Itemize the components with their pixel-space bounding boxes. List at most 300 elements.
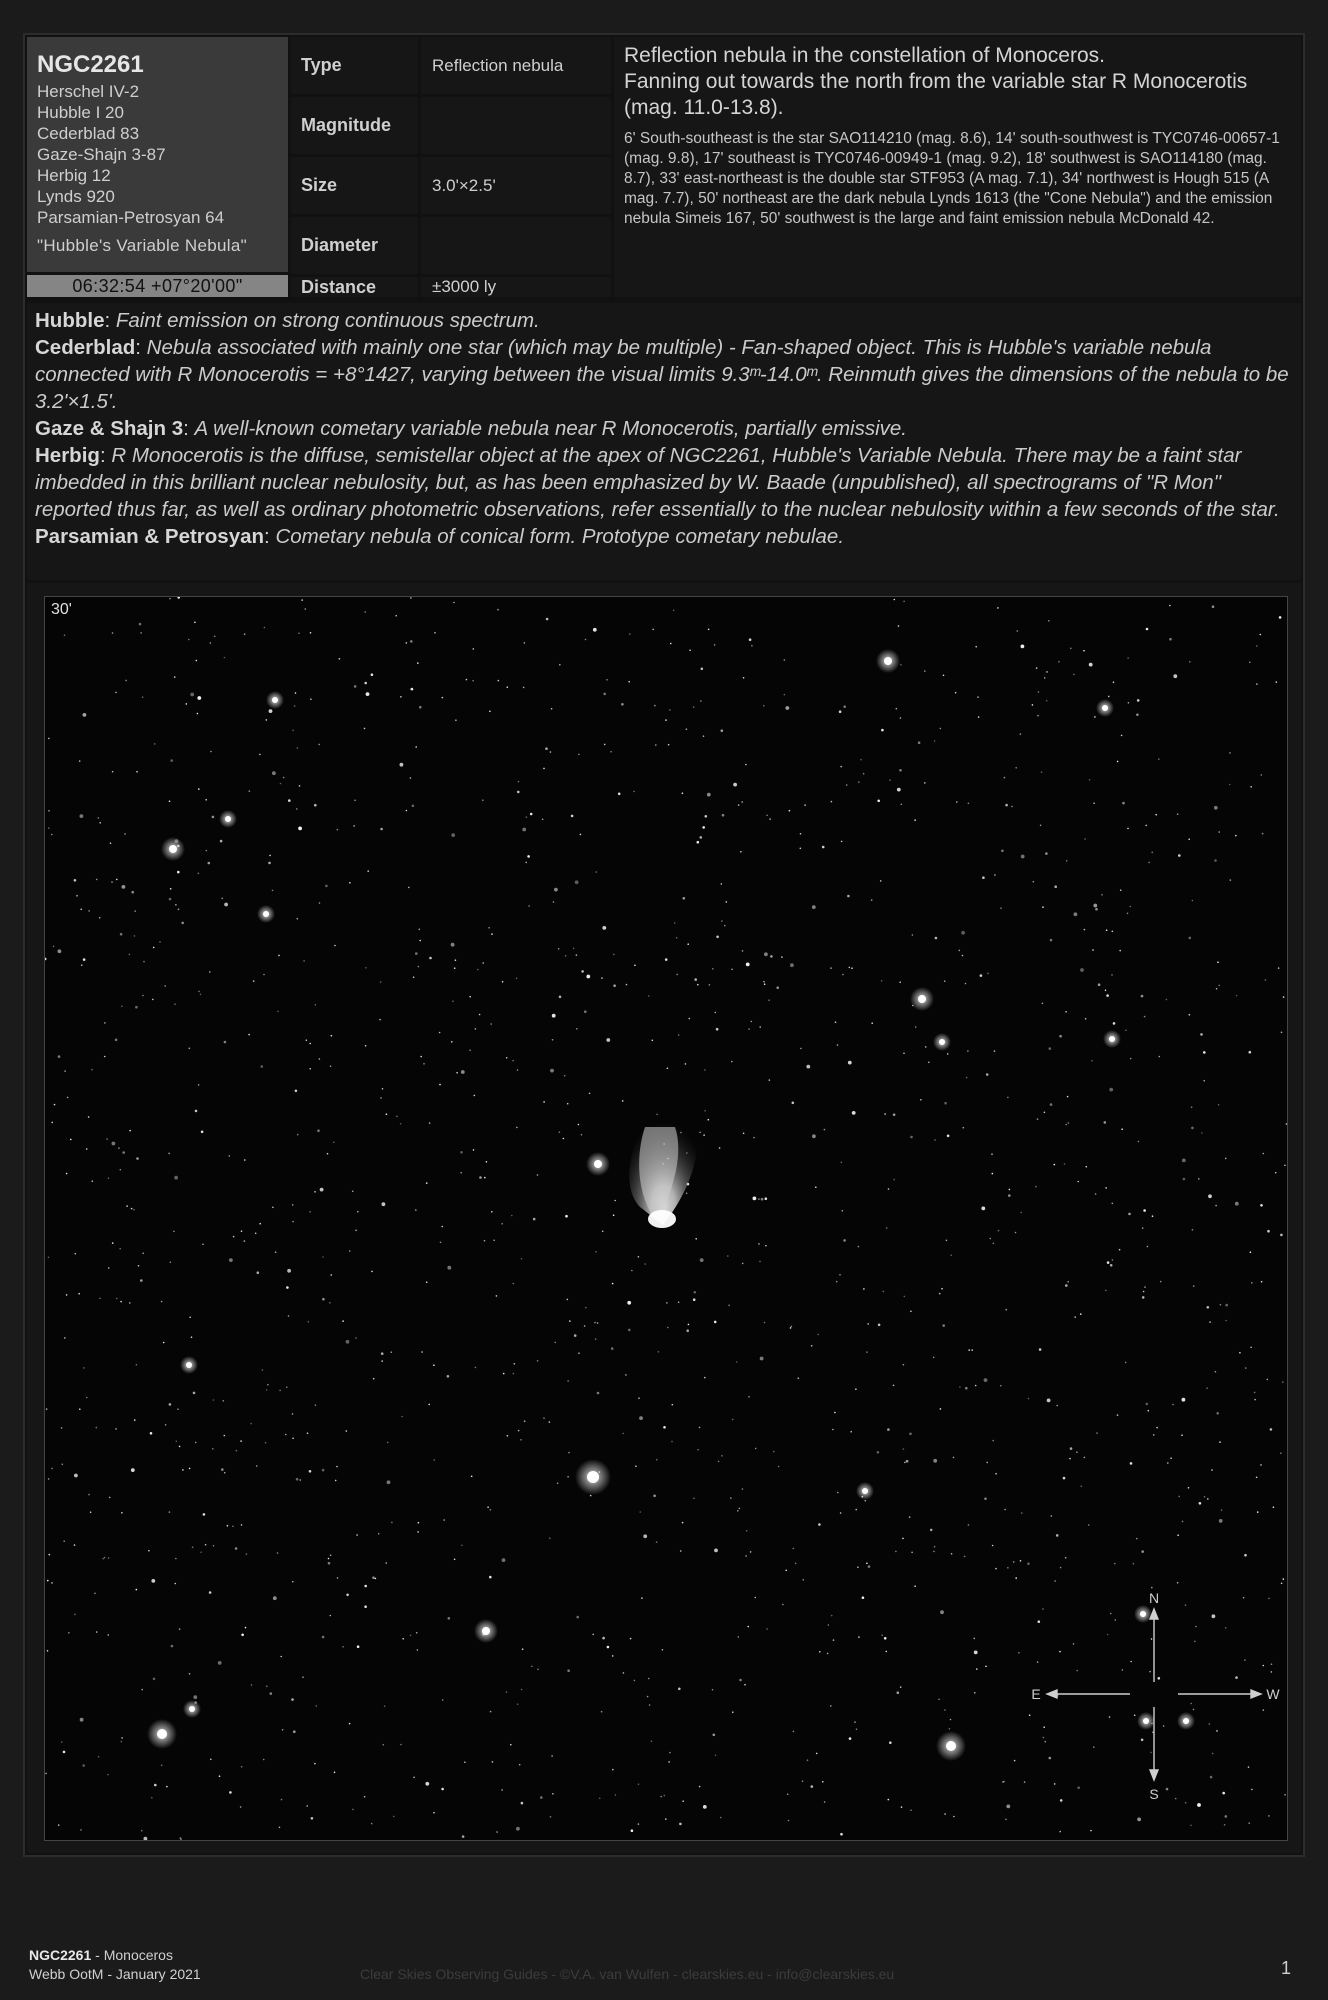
star <box>129 1130 131 1132</box>
star <box>330 1274 332 1276</box>
star <box>1192 900 1194 902</box>
star <box>484 1177 486 1179</box>
star <box>387 1480 391 1484</box>
star <box>45 958 47 961</box>
nebula <box>629 1104 697 1228</box>
star <box>1239 1352 1241 1354</box>
star <box>550 1069 554 1073</box>
bright-star <box>482 1627 490 1635</box>
star <box>1108 696 1110 698</box>
star <box>1101 894 1103 896</box>
star <box>510 1744 512 1746</box>
star <box>727 1255 729 1257</box>
star <box>1117 1414 1119 1416</box>
star <box>372 1576 375 1579</box>
star <box>366 692 370 696</box>
star <box>354 685 357 688</box>
star <box>531 1666 533 1668</box>
star <box>1119 1249 1121 1251</box>
star <box>293 1730 296 1733</box>
star <box>722 814 725 817</box>
star <box>193 1695 197 1699</box>
star <box>959 950 961 952</box>
star <box>981 1207 985 1211</box>
star <box>843 705 846 708</box>
star <box>451 833 455 837</box>
star <box>625 1374 627 1376</box>
star <box>1267 1379 1269 1381</box>
star <box>349 1723 351 1725</box>
star <box>68 1632 70 1634</box>
star <box>565 1215 568 1218</box>
property-row <box>291 217 611 274</box>
star <box>741 801 743 803</box>
star <box>552 1793 554 1795</box>
star <box>994 874 996 876</box>
star <box>887 1428 890 1431</box>
star <box>745 1555 747 1557</box>
bright-star <box>263 911 269 917</box>
star <box>670 643 672 645</box>
star <box>914 819 916 821</box>
star <box>1115 1619 1117 1621</box>
star <box>322 1636 325 1639</box>
star <box>129 954 131 956</box>
star <box>66 1294 68 1296</box>
star <box>934 1139 936 1141</box>
star <box>871 1022 873 1024</box>
star <box>1190 1825 1192 1827</box>
star <box>666 1302 668 1304</box>
star <box>335 1480 337 1482</box>
star <box>1278 967 1280 969</box>
star <box>1219 1519 1223 1523</box>
star <box>266 1685 268 1687</box>
star <box>1151 852 1153 854</box>
star <box>656 1541 658 1543</box>
star <box>486 1161 488 1163</box>
star <box>893 1179 895 1181</box>
star <box>297 1134 299 1136</box>
star <box>58 1055 61 1058</box>
star <box>447 1266 451 1270</box>
star <box>371 1271 373 1273</box>
star <box>697 1449 699 1451</box>
star <box>863 1288 865 1290</box>
star <box>941 1288 943 1290</box>
star <box>956 801 958 803</box>
star <box>910 1311 912 1313</box>
star <box>1216 988 1218 990</box>
star <box>1093 802 1095 804</box>
star <box>985 1666 987 1668</box>
star <box>142 696 144 698</box>
star <box>1015 1577 1017 1579</box>
star <box>537 1669 539 1671</box>
star <box>639 1511 641 1513</box>
star <box>328 1558 330 1560</box>
star <box>1151 1638 1153 1640</box>
star <box>778 1466 780 1468</box>
star <box>915 1026 917 1028</box>
star <box>441 1788 444 1791</box>
star <box>48 1257 50 1259</box>
property-label: Magnitude <box>291 97 418 154</box>
star <box>542 819 544 821</box>
star <box>1283 1578 1285 1580</box>
star <box>612 1769 614 1771</box>
star <box>1015 1232 1017 1234</box>
star <box>871 899 873 901</box>
star <box>934 1546 936 1548</box>
star <box>395 615 397 617</box>
star <box>567 1103 569 1105</box>
star <box>965 1387 968 1390</box>
star <box>1107 1634 1109 1636</box>
star <box>886 1227 888 1229</box>
property-row <box>291 277 611 297</box>
star <box>491 933 493 935</box>
star <box>268 862 271 865</box>
star <box>621 703 624 706</box>
star <box>1281 1583 1283 1585</box>
star <box>567 1476 569 1478</box>
star <box>1229 752 1231 754</box>
star <box>371 1823 373 1825</box>
star <box>151 1797 153 1799</box>
star <box>496 1831 498 1833</box>
star <box>944 980 946 982</box>
star <box>739 1508 741 1510</box>
star <box>1086 1166 1088 1168</box>
star <box>356 1534 358 1536</box>
star <box>1046 700 1048 702</box>
star <box>947 1053 949 1055</box>
star <box>1050 939 1053 942</box>
star <box>897 788 901 792</box>
star <box>378 1533 380 1535</box>
star <box>800 1048 802 1050</box>
star <box>355 1230 357 1232</box>
star <box>364 1796 366 1798</box>
star <box>1149 1671 1151 1673</box>
star <box>415 1209 417 1211</box>
star <box>501 1223 503 1225</box>
star <box>70 1139 72 1141</box>
bright-star <box>594 1160 602 1168</box>
star <box>1250 1251 1252 1253</box>
star <box>904 1296 906 1298</box>
star <box>699 1786 701 1788</box>
star <box>400 1744 402 1746</box>
star <box>471 1476 473 1478</box>
star <box>357 1645 360 1648</box>
star <box>411 688 414 691</box>
star <box>897 1691 900 1694</box>
star <box>451 1041 453 1043</box>
star <box>88 1116 90 1118</box>
star <box>224 657 226 659</box>
star <box>62 1464 64 1466</box>
star <box>613 954 615 956</box>
star <box>903 1364 905 1366</box>
star <box>104 1056 106 1058</box>
star <box>1203 1051 1206 1054</box>
star <box>51 1468 53 1470</box>
star <box>1090 1830 1092 1832</box>
star <box>292 1438 294 1440</box>
star <box>943 675 945 677</box>
star <box>433 1812 435 1814</box>
star <box>315 1004 317 1006</box>
star <box>296 1478 299 1481</box>
star <box>770 955 773 958</box>
star <box>834 1412 836 1414</box>
star <box>1112 931 1114 933</box>
star <box>1263 1665 1265 1667</box>
star <box>804 804 806 806</box>
star <box>549 1421 551 1423</box>
star <box>400 1123 402 1125</box>
star <box>1182 1521 1184 1523</box>
star <box>862 1596 865 1599</box>
star <box>272 1207 274 1209</box>
star <box>51 1122 53 1124</box>
star <box>408 887 410 889</box>
star <box>737 1510 739 1512</box>
note-text: A well-known cometary variable nebula near R Monocerotis, partially emissive. <box>194 417 908 440</box>
star <box>175 1583 177 1585</box>
star <box>571 815 574 818</box>
star <box>367 870 369 872</box>
star <box>559 996 562 999</box>
star <box>197 696 201 700</box>
star <box>490 1509 492 1511</box>
compass-north: N <box>1148 1590 1160 1606</box>
star <box>488 927 490 929</box>
property-value <box>421 217 611 274</box>
star <box>693 1298 696 1301</box>
star <box>1148 1410 1150 1412</box>
property-value: 3.0'×2.5' <box>421 157 611 214</box>
star <box>1214 859 1217 862</box>
star <box>1020 1560 1022 1562</box>
star <box>241 1634 244 1637</box>
star <box>447 1375 450 1378</box>
star <box>1038 691 1040 693</box>
star <box>416 1632 418 1634</box>
star <box>1188 839 1190 841</box>
star <box>1172 1404 1174 1406</box>
star <box>868 1565 871 1568</box>
star <box>627 1301 631 1305</box>
star <box>88 910 90 912</box>
star <box>496 1295 498 1297</box>
star <box>307 1432 309 1434</box>
star <box>210 642 212 644</box>
star <box>51 834 53 836</box>
star <box>1235 1202 1239 1206</box>
star <box>79 1408 81 1410</box>
star <box>984 1497 987 1500</box>
star <box>198 991 200 993</box>
star <box>1083 650 1085 652</box>
star <box>452 1000 454 1002</box>
star <box>112 771 114 773</box>
star <box>1204 1496 1206 1498</box>
star <box>950 1719 952 1721</box>
star <box>1175 1798 1177 1800</box>
star <box>1066 860 1068 862</box>
star <box>785 1570 787 1572</box>
star <box>802 1780 804 1782</box>
star <box>718 1461 720 1463</box>
star <box>704 1069 706 1071</box>
star <box>986 1462 988 1464</box>
star <box>1218 831 1220 833</box>
star <box>357 1211 359 1213</box>
star <box>170 759 173 762</box>
star <box>426 1281 428 1283</box>
star <box>402 1638 404 1640</box>
star <box>265 1442 267 1444</box>
star <box>281 1799 283 1801</box>
star <box>833 1639 835 1641</box>
star <box>179 1446 181 1448</box>
star <box>94 1593 96 1595</box>
star <box>142 1253 144 1255</box>
star <box>251 1684 253 1686</box>
star <box>206 850 208 852</box>
star <box>139 623 142 626</box>
star <box>822 846 825 849</box>
star <box>1203 1080 1205 1082</box>
star <box>977 696 979 698</box>
star <box>900 717 902 719</box>
star <box>415 952 418 955</box>
star <box>1120 889 1122 891</box>
star <box>764 952 768 956</box>
star <box>824 1801 826 1803</box>
star <box>760 1357 764 1361</box>
star <box>266 719 268 721</box>
star <box>120 1301 122 1303</box>
star <box>232 1526 234 1528</box>
star <box>203 1513 206 1516</box>
star <box>229 1258 233 1262</box>
star <box>528 905 530 907</box>
star <box>442 1699 444 1701</box>
star <box>747 1626 749 1628</box>
star <box>746 963 750 967</box>
star <box>1000 1385 1002 1387</box>
star <box>460 1151 463 1154</box>
star <box>697 841 700 844</box>
star <box>1185 1604 1187 1606</box>
star <box>602 1637 605 1640</box>
note-text: Faint emission on strong continuous spectrum. <box>115 309 540 332</box>
star <box>1037 1661 1039 1663</box>
star <box>352 1191 354 1193</box>
star <box>181 922 184 925</box>
star <box>1065 1124 1067 1126</box>
star <box>1049 1047 1052 1050</box>
star <box>1125 1362 1127 1364</box>
star <box>963 1127 965 1129</box>
star <box>83 958 86 961</box>
star <box>1018 1652 1020 1654</box>
star <box>1110 1613 1112 1615</box>
star <box>474 1095 476 1097</box>
star <box>74 1544 76 1546</box>
star <box>1065 1011 1067 1013</box>
star <box>1098 983 1101 986</box>
star <box>131 1208 133 1210</box>
star <box>99 822 101 824</box>
star <box>623 1672 625 1674</box>
star <box>197 713 199 715</box>
star <box>152 999 154 1001</box>
star <box>277 1552 279 1554</box>
star <box>714 1321 717 1324</box>
star <box>618 793 621 796</box>
star <box>992 1440 994 1442</box>
property-row <box>291 157 611 214</box>
star <box>975 646 977 648</box>
star <box>297 747 299 749</box>
star <box>631 1829 634 1832</box>
star <box>48 1478 50 1480</box>
star <box>953 1457 955 1459</box>
star <box>1048 620 1050 622</box>
star <box>709 984 711 986</box>
star <box>292 1204 294 1206</box>
star <box>1280 1452 1282 1454</box>
star <box>503 1373 505 1375</box>
bright-star <box>1102 705 1108 711</box>
star <box>1261 774 1263 776</box>
star <box>490 1023 492 1025</box>
star <box>314 1763 316 1765</box>
footer-edition: Webb OotM - January 2021 <box>29 1966 201 1982</box>
star <box>455 719 457 721</box>
star <box>138 1265 140 1267</box>
header-section <box>25 35 1303 300</box>
star <box>240 1806 242 1808</box>
star <box>1254 1392 1256 1394</box>
star <box>1038 1620 1041 1623</box>
star <box>337 1577 339 1579</box>
star <box>373 1378 375 1380</box>
property-label: Distance <box>291 277 418 297</box>
star <box>1280 1234 1283 1237</box>
star <box>1163 1725 1165 1727</box>
star <box>1094 716 1096 718</box>
star <box>662 1649 664 1651</box>
star <box>169 898 172 901</box>
star <box>1257 1511 1259 1513</box>
star <box>189 1317 191 1319</box>
star <box>599 1798 601 1800</box>
star <box>968 803 970 805</box>
star <box>1173 674 1177 678</box>
star <box>663 1426 666 1429</box>
star <box>759 1261 761 1263</box>
star <box>82 1764 85 1767</box>
star <box>883 1291 885 1293</box>
star <box>1007 1567 1009 1569</box>
star <box>832 1429 834 1431</box>
